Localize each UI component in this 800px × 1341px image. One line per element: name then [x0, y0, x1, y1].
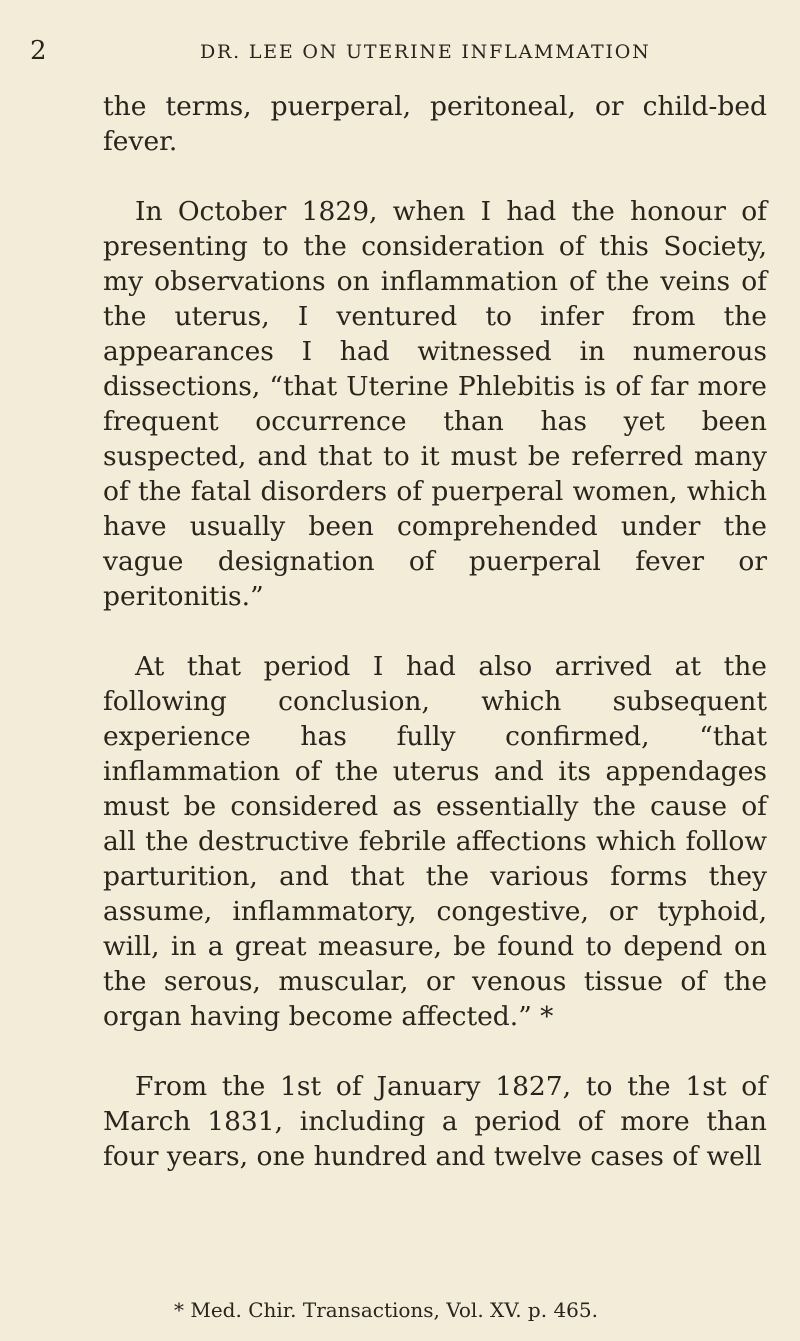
paragraph: At that period I had also arrived at the following conclusion, which subsequent experience has fully confirmed, “that inflammation of the uterus and its appendages must be considered as essentially the cause of all the destructive febrile affections which follow parturition, and that the various forms they assume, inflammatory, congestive, or typhoid, will, in a great measure, be found to depend on the serous, muscular, or venous tissue of the organ having become affected.” * [103, 651, 767, 1032]
footnote: * Med. Chir. Transactions, Vol. XV. p. 465. [174, 1298, 598, 1322]
paragraph: In October 1829, when I had the honour of presenting to the consideration of this Society, my observations on inflammation of the veins of the uterus, I ventured to infer from the appearances I had witnessed in numerous dissections, “that Uterine Phlebitis is of far more frequent occurrence than has yet been suspected, and that to it must be referred many of the fatal disorders of puerperal women, which have usually been comprehended under the vague designation of puerperal fever or peritonitis.” [103, 196, 767, 612]
page-number: 2 [30, 36, 47, 66]
paragraph: From the 1st of January 1827, to the 1st of March 1831, including a period of more than four years, one hundred and twelve cases of well [103, 1071, 767, 1172]
page-header [30, 36, 770, 66]
body-text [103, 89, 767, 1174]
paragraph-continuation: the terms, puerperal, peritoneal, or child-bed fever. [103, 91, 767, 157]
running-head: DR. LEE ON UTERINE INFLAMMATION [200, 41, 651, 63]
